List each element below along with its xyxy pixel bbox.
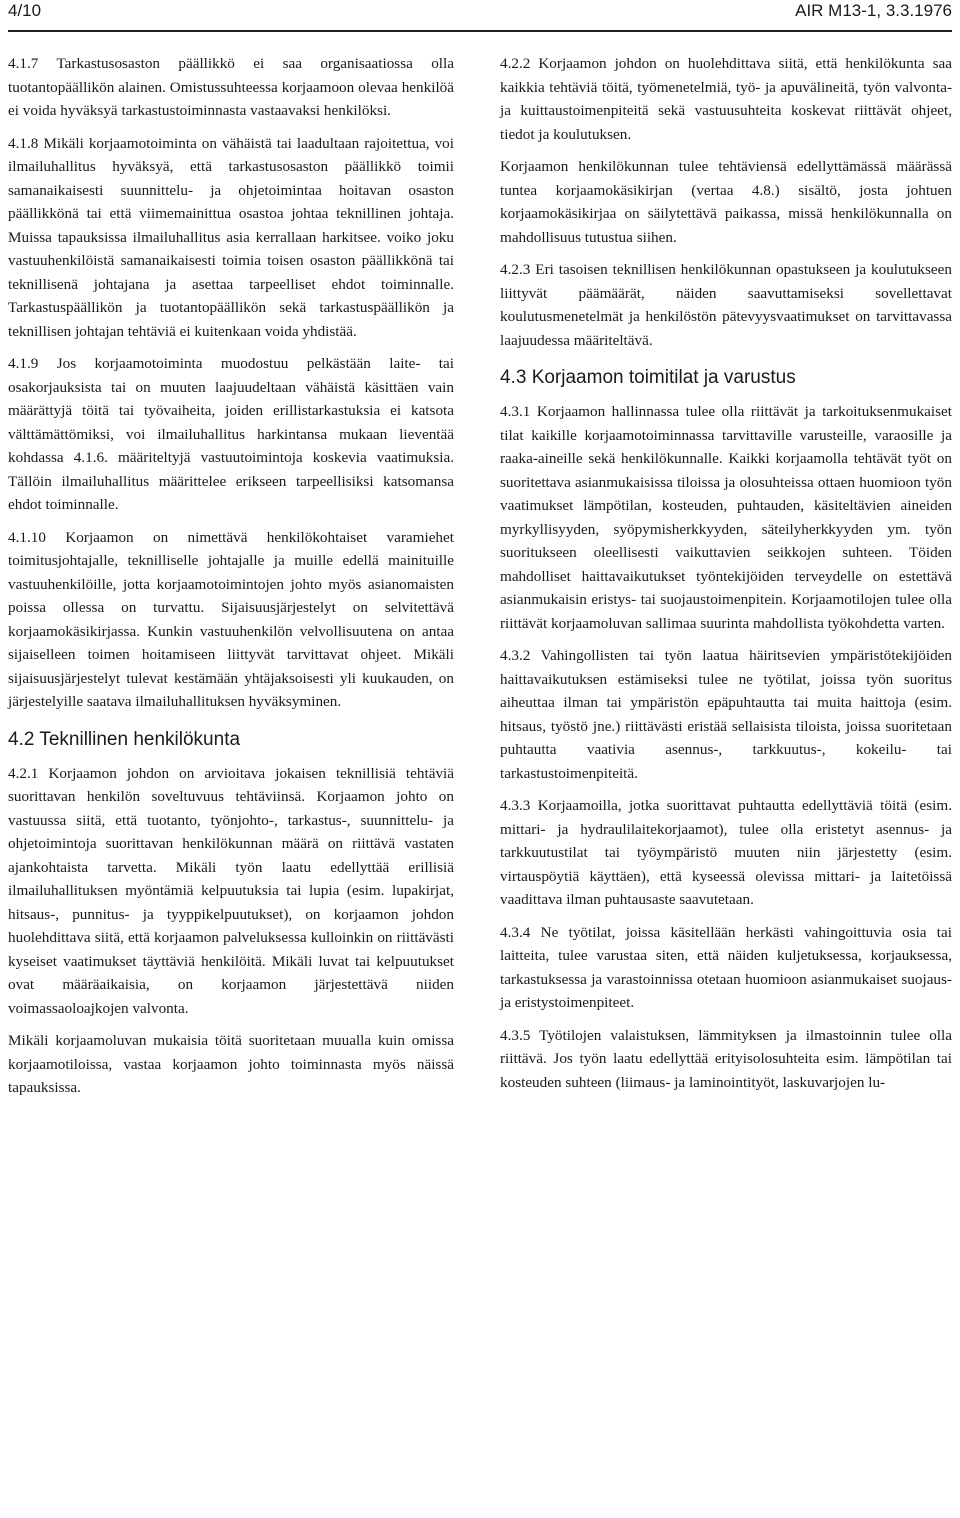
paragraph-4-2-3: 4.2.3 Eri tasoisen teknillisen henkilökunnan opastukseen ja koulutukseen liittyvät päämäärät, näiden saavuttamiseksi sovellettavat koulutusmenetelmät ja henkilöstön pätevyysvaatimukset on tarvittavassa laajuudessa määriteltävä.: [500, 261, 952, 349]
paragraph-4-3-3: 4.3.3 Korjaamoilla, jotka suorittavat puhtautta edellyttäviä töitä (esim. mittari- ja hydraulilaitekorjaamot), tulee olla eristetyt asennus- ja tarkkuutustilat tai työympäristö muuten niin järjestetty (esim. virtauspöytiä käyttäen), että kyseessä olevissa mittari- ja laitetöissä vaadittava ilman puhtausaste saavutetaan.: [500, 797, 952, 908]
right-column: [500, 52, 952, 1103]
paragraph-4-3-5: 4.3.5 Työtilojen valaistuksen, lämmityksen ja ilmastoinnin tulee olla riittävä. Jos työn laatu edellyttää erityisolosuhteita esim. lämpötilan tai kosteuden suhteen (liimaus- ja laminointityöt, laskuvarjojen lu-: [500, 1026, 952, 1091]
paragraph-4-3-4: 4.3.4 Ne työtilat, joissa käsitellään herkästi vahingoittuvia osia tai laitteita, tulee varustaa siten, että näiden kuljetuksessa, korjauksessa, tarkastuksessa ja varastoinnissa otetaan huomioon asianmukaiset suojaus- ja eristystoimenpiteet.: [500, 923, 952, 1011]
left-column: [8, 52, 454, 1109]
paragraph-4-3-2: 4.3.2 Vahingollisten tai työn laatua häiritsevien ympäristötekijöiden haittavaikutuksen estämiseksi tulee ne työtilat, joissa työn suoritus aiheuttaa ilman tai ympäristön epäpuhtautta tai muita haittoja (esim. hitsaus, työstö jne.) riittävästi eristää sellaisista tiloista, joissa suoritetaan puhtautta vaativia asennus-, tarkkuutus-, kokeilu- tai tarkastustoimenpiteitä.: [500, 647, 952, 782]
paragraph-4-2-1: 4.2.1 Korjaamon johdon on arvioitava jokaisen teknillisiä tehtäviä suorittavan henkilön soveltuvuus tehtäviinsä. Korjaamon johto on vastuussa siitä, että tuotanto, työnjohto-, tarkastus-, suunnittelu- ja ohjetoimintoja suorittavan henkilökunnan määrä on riittävä vastaten ajankohtaista tarvetta. Mikäli työn laatu edellyttää erillisiä ilmailuhallituksen myöntämiä kelpuutuksia tai lupia (esim. lupakirjat, hitsaus-, punnitus- ja tyyppikelpuutukset), on korjaamon johdon huolehdittava siitä, että korjaamon palveluksessa kulloinkin on riittävästi kyseiset vaatimukset täyttäviä henkilöitä. Mikäli luvat tai kelpuutukset ovat määräaikaisia, on korjaamon järjestettävä niiden voimassaoloajkojen valvonta.: [8, 764, 454, 1017]
paragraph-4-2-1-continued: Mikäli korjaamoluvan mukaisia töitä suoritetaan muualla kuin omissa korjaamotiloissa, vastaa korjaamon johto toiminnasta myös näissä tapauksissa.: [8, 1032, 454, 1096]
paragraph-4-2-2: 4.2.2 Korjaamon johdon on huolehdittava siitä, että henkilökunta saa kaikkia tehtäviä töitä, työmenetelmiä, työ- ja apuvälineitä, työn valvonta- ja kuittaustoimenpiteitä sekä vastuusuhteita koskevat riittävät ohjeet, tiedot ja koulutuksen.: [500, 55, 952, 143]
section-heading-4-2: 4.2 Teknillinen henkilökunta: [8, 728, 241, 750]
paragraph-4-1-7: 4.1.7 Tarkastusosaston päällikkö ei saa organisaatiossa olla tuotantopäällikön alainen. Omistussuhteessa korjaamoon olevaa henkilöä ei voida hyväksyä tarkastustoiminnasta vastaavaksi henkilöksi.: [8, 55, 454, 119]
document-reference: AIR M13-1, 3.3.1976: [795, 1, 952, 20]
section-heading-4-3: 4.3 Korjaamon toimitilat ja varustus: [500, 367, 796, 388]
paragraph-4-1-10: 4.1.10 Korjaamon on nimettävä henkilökohtaiset varamiehet toimitusjohtajalle, teknilliselle johtajalle ja muille edellä mainituille vastuuhenkilöille, jotta korjaamotoimintojen johto myös asianomaisten poissa ollessa on turvattu. Sijaisuusjärjestelyt on selvitettävä korjaamokäsikirjassa. Kunkin vastuuhenkilön velvollisuutena on antaa sijaiselleen toimen hoitamiseen liittyvät tarvittavat ohjeet. Mikäli sijaisuusjärjestelyt tulevat kestämään yhtäjaksoisesti yli kuukauden, on järjestelyille saatava ilmailuhallituksen hyväksyminen.: [8, 528, 454, 710]
paragraph-4-1-9: 4.1.9 Jos korjaamotoiminta muodostuu pelkästään laite- tai osakorjauksista tai on muuten laajuudeltaan vähäistä käsittäen vain määrättyjä töitä tai työvaiheita, joiden erillistarkastuksia ei katsota välttämättömiksi, voi ilmailuhallitus harkintansa mukaan lieventää kohdassa 4.1.6. määriteltyjä vastuutoimintoja koskevia vaatimuksia. Tällöin ilmailuhallitus määrittelee erikseen tarpeellisiksi katsomansa ehdot toiminnalle.: [8, 355, 454, 513]
paragraph-4-2-2-continued: Korjaamon henkilökunnan tulee tehtäviensä edellyttämässä määrässä tuntea korjaamokäsikirjan (vertaa 4.8.) sisältö, josta johtuen korjaamokäsikirjaa on säilytettävä paikassa, missä henkilökunnalla on mahdollisuus tutustua siihen.: [500, 158, 952, 246]
paragraph-4-1-8: 4.1.8 Mikäli korjaamotoiminta on vähäistä tai laadultaan rajoitettua, voi ilmailuhallitus hyväksyä, että tarkastusosaston päällikkö toimii samanaikaisesti suunnittelu- ja ohjetoimintaa hoitavan osaston päällikkönä tai että viimemainittua osastoa johtaa teknillinen johtaja. Muissa tapauksissa ilmailuhallitus asia kerrallaan harkitsee. voiko joku vastuuhenkilöistä samanaikaisesti toimia toisen osaston päällikkönä tai teknillisenä johtajana ja asettaa tarpeelliset ehdot toiminnalle. Tarkastuspäällikön ja tuotantopäällikön sekä tarkastuspäällikön ja teknillisen johtajan tehtäviä ei kuitenkaan voida yhdistää.: [8, 134, 454, 340]
paragraph-4-3-1: 4.3.1 Korjaamon hallinnassa tulee olla riittävät ja tarkoituksenmukaiset tilat kaikille korjaamotoiminnassa tarvittaville varusteille, varaosille ja raaka-aineille sekä henkilökunnalle. Kaikki korjaamolla tehtävät työt on suoritettava asianmukaisissa tiloissa ja olosuhteissa ottaen huomioon työn vaatimukset lämpötilan, kosteuden, puhtauden, käsiteltävien aineiden myrkyllisyyden, syöpymisherkkyyden, säteilyherkkyyden ym. työn suoritukseen oleellisesti vaikuttavien seikkojen suhteen. Töiden mahdolliset haittavaikutukset työntekijöiden terveydelle on estettävä asianmukaisin eristys- tai suojaustoimenpitein. Korjaamotilojen tulee olla riittävät korjaamoluvan sallimaa suurinta mahdollista työkohdetta varten.: [500, 403, 952, 632]
page-header: [8, 0, 952, 32]
page-number: 4/10: [8, 1, 42, 20]
